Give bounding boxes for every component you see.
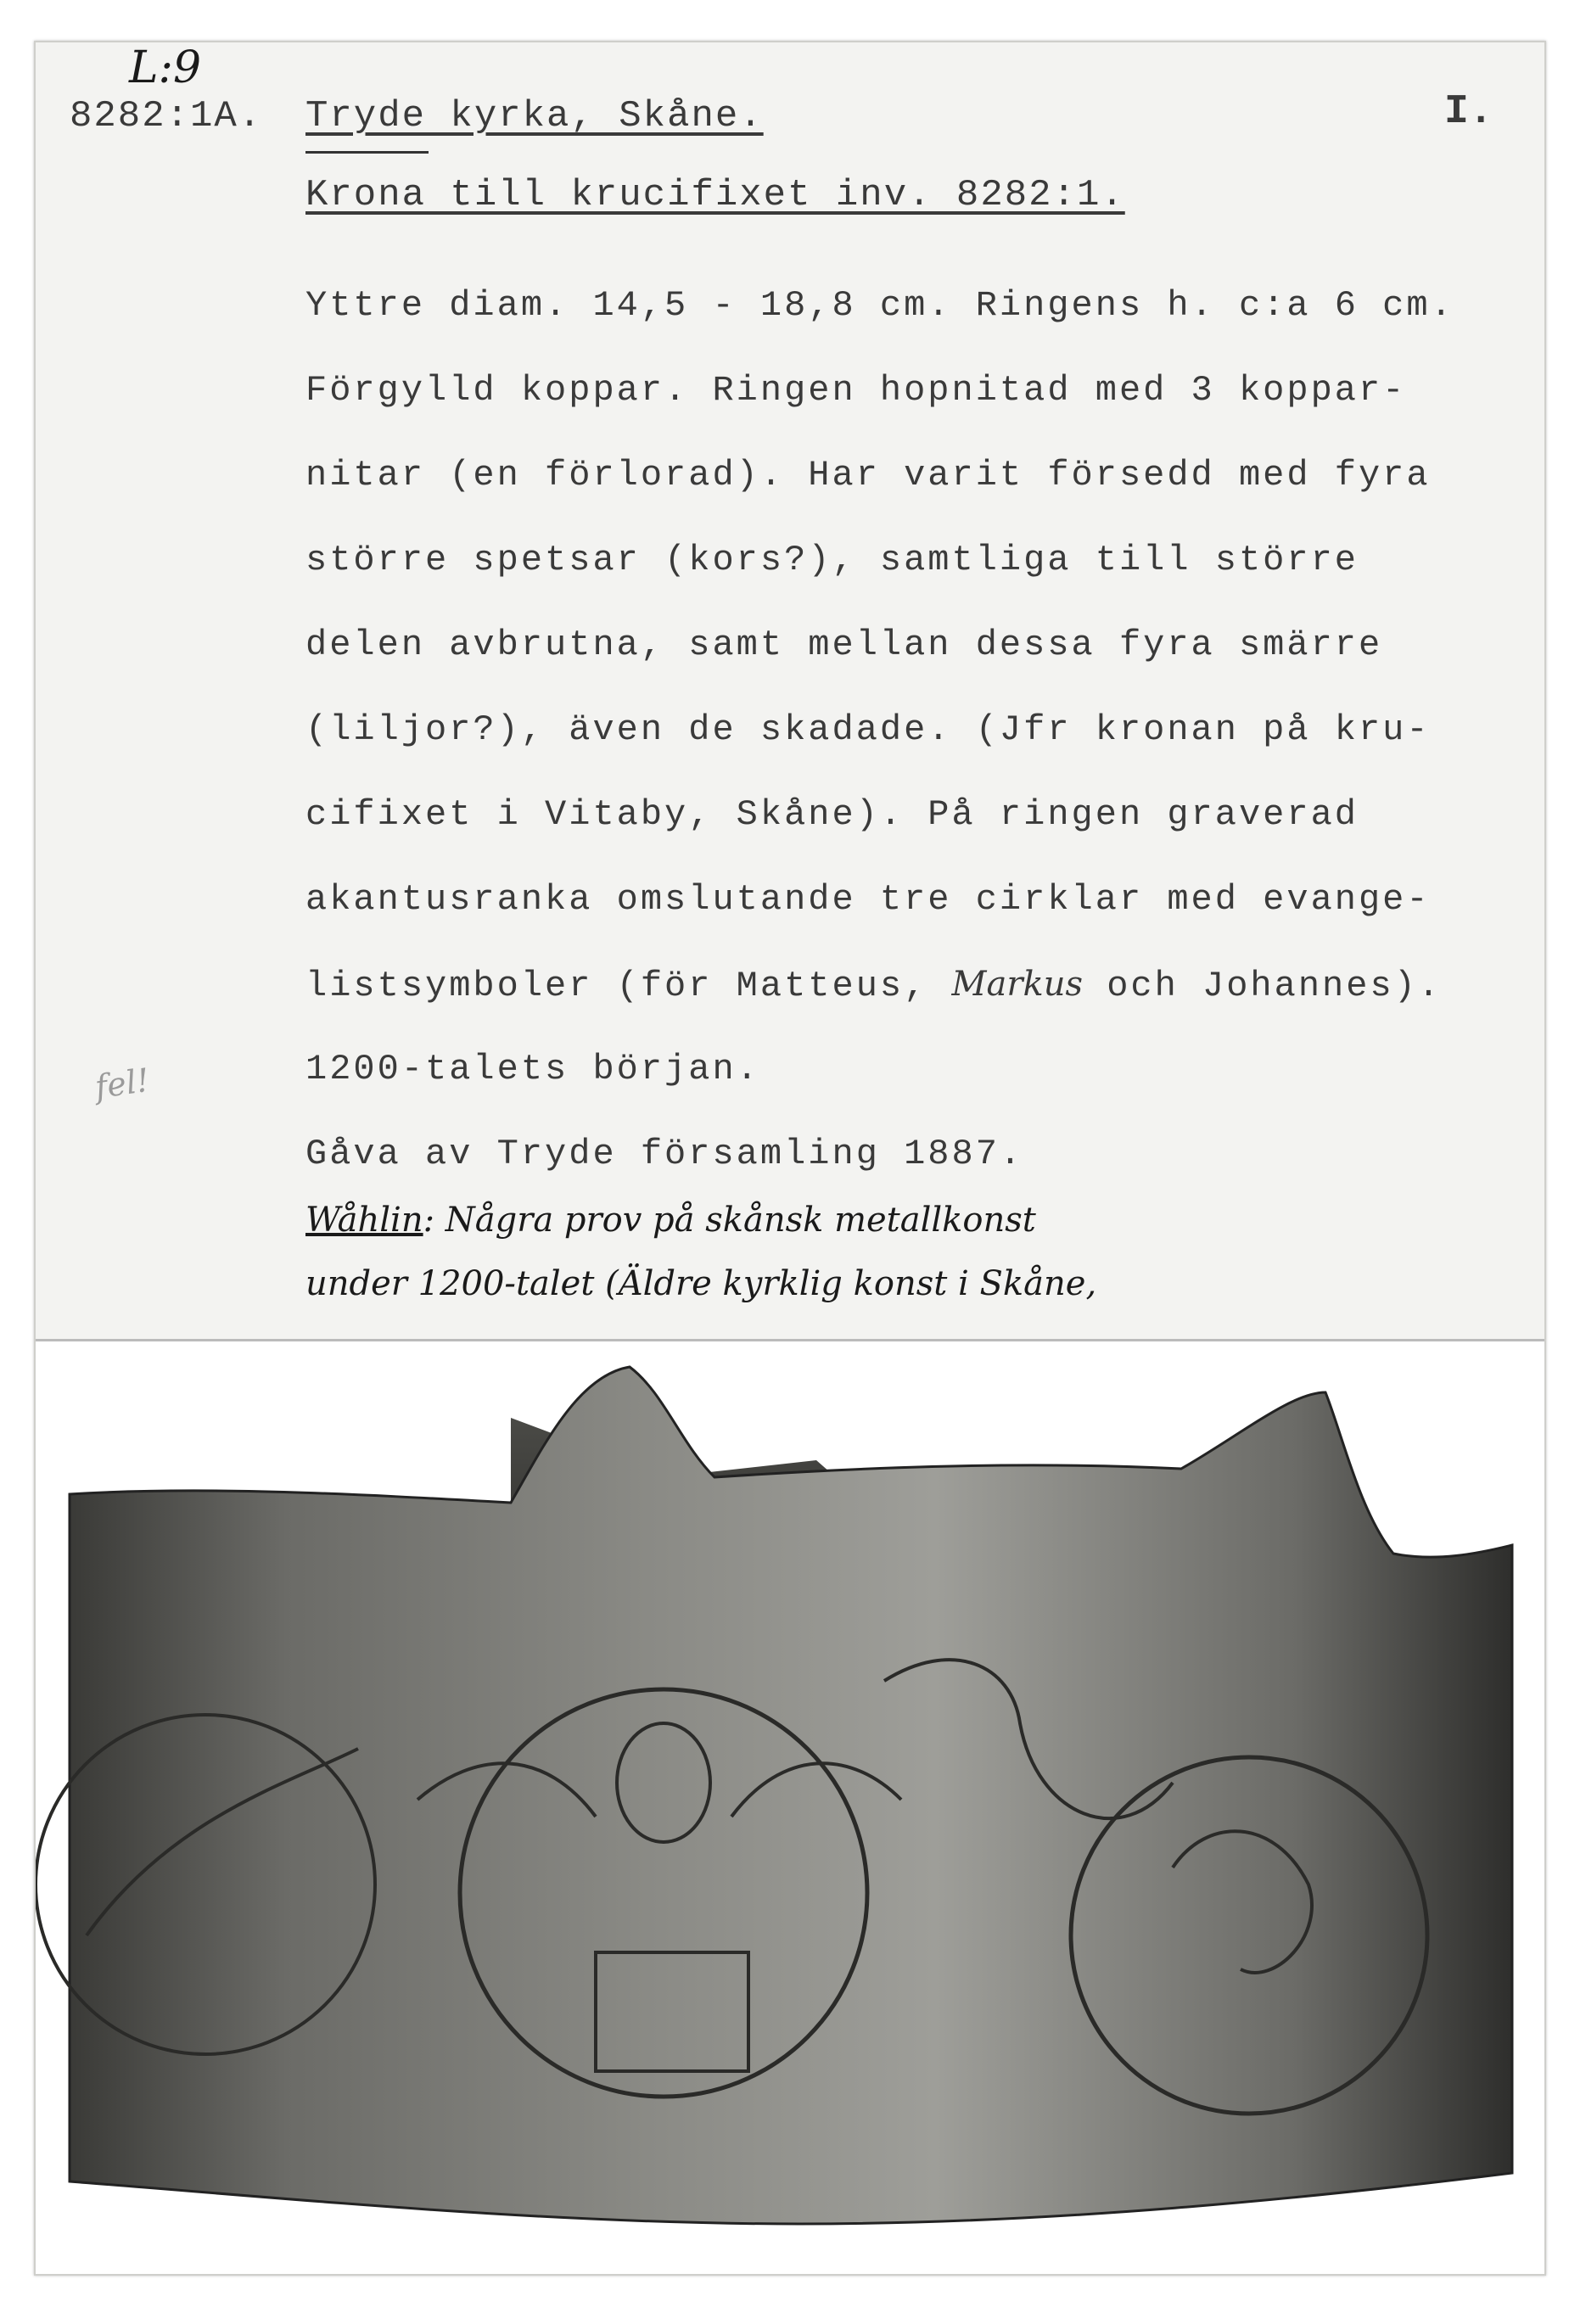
description-line: akantusranka omslutande tre cirklar med evange- — [305, 879, 1431, 920]
reference-title: : Några prov på skånsk metallkonst — [423, 1201, 1036, 1240]
description-line: nitar (en förlorad). Har varit försedd med fyra — [305, 455, 1431, 496]
shelf-mark: L:9 — [129, 42, 202, 93]
margin-note: fel! — [92, 1061, 152, 1106]
catalogue-card — [34, 41, 1546, 2276]
description-line: Yttre diam. 14,5 - 18,8 cm. Ringens h. c:a 6 cm. — [305, 285, 1454, 326]
subheading: Krona till krucifixet inv. 8282:1. — [305, 174, 1125, 216]
description-line: (liljor?), även de skadade. (Jfr kronan på kru- — [305, 709, 1431, 750]
description-line: delen avbrutna, samt mellan dessa fyra smärre — [305, 624, 1383, 665]
inventory-number: 8282:1A. — [70, 95, 263, 137]
heading-rule — [305, 151, 429, 154]
gift-note: Gåva av Tryde församling 1887. — [305, 1134, 1024, 1174]
crown-illustration — [36, 1341, 1544, 2274]
reference-line-2: under 1200-talet (Äldre kyrklig konst i Skåne, — [305, 1264, 1097, 1303]
description — [305, 263, 1454, 1196]
reference-line-1 — [305, 1201, 1036, 1240]
crown-photograph — [36, 1341, 1544, 2274]
description-line-evangelists — [305, 942, 1454, 1027]
page-number: I. — [1444, 89, 1493, 135]
crown-band — [70, 1367, 1512, 2224]
description-line: Förgylld koppar. Ringen hopnitad med 3 koppar- — [305, 370, 1407, 411]
description-line: större spetsar (kors?), samtliga till större — [305, 540, 1359, 580]
description-line: cifixet i Vitaby, Skåne). På ringen graverad — [305, 794, 1359, 835]
heading: Tryde kyrka, Skåne. — [305, 95, 764, 137]
evangelist-prefix: listsymboler (för Matteus, — [305, 966, 928, 1006]
reference-author: Wåhlin — [305, 1201, 423, 1240]
handwritten-markus: Markus — [951, 965, 1083, 1004]
evangelist-suffix: och Johannes). — [1107, 966, 1443, 1006]
dating: 1200-talets början. — [305, 1049, 760, 1089]
